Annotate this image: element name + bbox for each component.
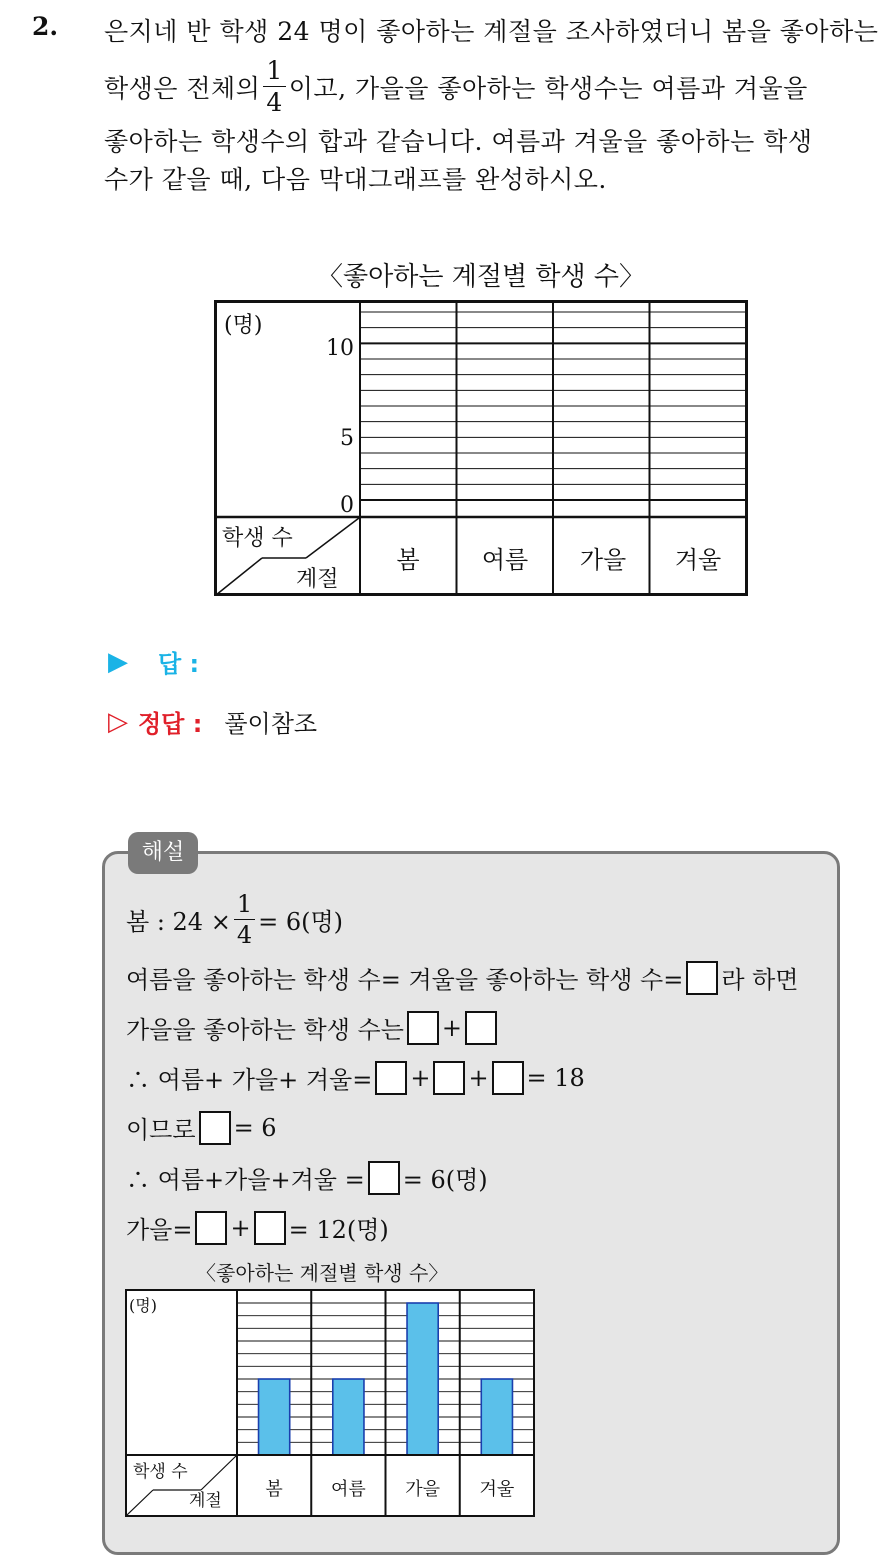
blank-chart-title: 〈좋아하는 계절별 학생 수〉 bbox=[317, 262, 645, 292]
question-line-2-post: 이고, 가을을 좋아하는 학생수는 여름과 겨울을 bbox=[288, 73, 808, 103]
answer-marker-icon: ▶ bbox=[108, 646, 128, 677]
line6-suffix: = 6(명) bbox=[402, 1166, 488, 1194]
line3-text: 가을을 좋아하는 학생 수는 bbox=[126, 1016, 404, 1044]
answer-row bbox=[108, 644, 199, 679]
blank-box bbox=[686, 961, 718, 995]
blank-box bbox=[492, 1061, 524, 1095]
bar-2 bbox=[407, 1303, 438, 1455]
correct-label: 정답 : bbox=[138, 710, 203, 738]
solution-chart-unit: (명) bbox=[129, 1296, 157, 1315]
spring-fraction bbox=[234, 892, 255, 947]
tick-label-10: 10 bbox=[326, 336, 354, 361]
correct-value: 풀이참조 bbox=[224, 710, 318, 738]
category-winter: 겨울 bbox=[674, 546, 722, 574]
question-number: 2. bbox=[32, 12, 59, 41]
solution-line-6 bbox=[126, 1160, 488, 1195]
bar-0 bbox=[259, 1379, 290, 1455]
bar-1 bbox=[333, 1379, 364, 1455]
solution-category-winter: 겨울 bbox=[479, 1479, 515, 1500]
plus-sign: + bbox=[230, 1213, 251, 1242]
category-autumn: 가을 bbox=[579, 546, 627, 574]
corner-diagonal-left bbox=[216, 558, 262, 595]
spring-pre: 봄 : 24 × bbox=[126, 908, 231, 936]
solution-corner-students: 학생 수 bbox=[133, 1462, 188, 1482]
corner-label-season: 계절 bbox=[296, 567, 339, 592]
fraction-numerator: 1 bbox=[263, 58, 285, 87]
line7-text: 가을= bbox=[126, 1216, 193, 1244]
question-line-2-pre: 학생은 전체의 bbox=[104, 73, 261, 103]
line5-text: 이므로 bbox=[126, 1116, 196, 1144]
tick-label-5: 5 bbox=[340, 426, 354, 451]
blank-box bbox=[254, 1211, 286, 1245]
blank-box bbox=[195, 1211, 227, 1245]
plus-sign: + bbox=[410, 1063, 431, 1092]
line4-suffix: = 18 bbox=[526, 1063, 585, 1092]
solution-tag: 해설 bbox=[128, 832, 198, 874]
solution-line-4 bbox=[126, 1060, 585, 1095]
blank-box bbox=[407, 1011, 439, 1045]
category-summer: 여름 bbox=[481, 546, 529, 574]
solution-chart-title: 〈좋아하는 계절별 학생 수〉 bbox=[196, 1261, 449, 1285]
correct-marker-icon: ▷ bbox=[108, 706, 128, 737]
correct-answer-row bbox=[108, 704, 317, 739]
question-line-4: 수가 같을 때, 다음 막대그래프를 완성하시오. bbox=[104, 165, 607, 194]
line6-text: ∴ 여름+가을+겨울 = bbox=[126, 1166, 365, 1194]
spring-fraction-denominator: 4 bbox=[236, 921, 253, 949]
blank-box bbox=[368, 1161, 400, 1195]
blank-box bbox=[433, 1061, 465, 1095]
blank-box bbox=[199, 1111, 231, 1145]
plus-sign: + bbox=[441, 1013, 463, 1042]
question-fraction bbox=[263, 58, 285, 115]
plus-sign: + bbox=[468, 1063, 489, 1092]
bar-3 bbox=[481, 1379, 512, 1455]
question-line-3: 좋아하는 학생수의 합과 같습니다. 여름과 겨울을 좋아하는 학생 bbox=[104, 127, 813, 156]
solution-category-summer: 여름 bbox=[330, 1479, 366, 1500]
solution-line-5 bbox=[126, 1110, 277, 1145]
question-line-1: 은지네 반 학생 24 명이 좋아하는 계절을 조사하였더니 봄을 좋아하는 bbox=[104, 17, 879, 46]
solution-category-autumn: 가을 bbox=[405, 1479, 441, 1500]
fraction-denominator: 4 bbox=[266, 88, 283, 117]
solution-bar-chart bbox=[125, 1289, 535, 1517]
spring-fraction-numerator: 1 bbox=[234, 892, 255, 920]
answer-label: 답 : bbox=[158, 650, 200, 678]
tick-label-0: 0 bbox=[340, 493, 354, 518]
solution-line-3 bbox=[126, 1010, 500, 1045]
line7-suffix: = 12(명) bbox=[288, 1216, 389, 1244]
question-line-2 bbox=[104, 58, 808, 115]
solution-line-spring bbox=[126, 892, 343, 947]
line2-suffix: 라 하면 bbox=[721, 966, 799, 994]
blank-box bbox=[375, 1061, 407, 1095]
solution-line-7 bbox=[126, 1210, 389, 1245]
solution-line-2 bbox=[126, 960, 799, 995]
solution-corner-season: 계절 bbox=[189, 1491, 222, 1511]
line5-suffix: = 6 bbox=[233, 1113, 277, 1142]
corner-diagonal-right bbox=[306, 518, 359, 558]
line2-text: 여름을 좋아하는 학생 수= 겨울을 좋아하는 학생 수= bbox=[126, 966, 684, 994]
blank-bar-chart bbox=[214, 300, 748, 597]
category-spring: 봄 bbox=[396, 546, 420, 574]
corner-label-students: 학생 수 bbox=[222, 526, 293, 551]
spring-post: = 6(명) bbox=[258, 908, 344, 936]
line4-text: ∴ 여름+ 가을+ 겨울= bbox=[126, 1066, 373, 1094]
solution-category-spring: 봄 bbox=[265, 1479, 283, 1500]
blank-box bbox=[465, 1011, 497, 1045]
blank-chart-unit: (명) bbox=[224, 313, 263, 338]
